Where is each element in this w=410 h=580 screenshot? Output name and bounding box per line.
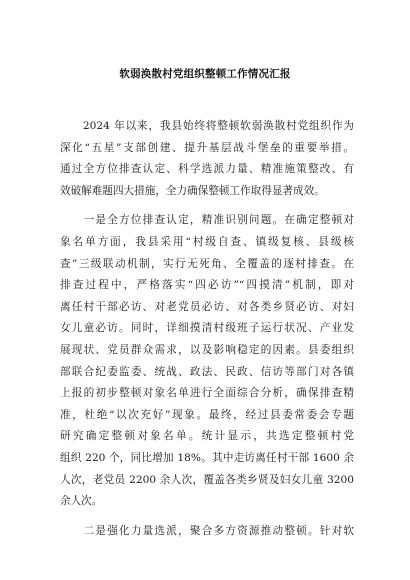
text-line: 排查过程中，严格落实“四必访”“四摸清”机制，即对 [60,279,354,292]
paragraph-spacer [60,513,354,521]
text-line: 人次，老党员 2200 余人次，覆盖各类乡贤及妇女儿童 3200 [60,473,354,486]
paragraph-spacer [60,202,354,210]
document-body [60,116,354,542]
text-line: 上报的初步整顿对象名单进行全面综合分析，确保排查精 [60,387,354,400]
paragraph-1 [60,116,354,202]
text-line: 研究确定整顿对象名单。统计显示，共选定整顿村党 [60,430,354,443]
text-line: 深化“五星”支部创建、提升基层战斗堡垒的重要举措。 [60,141,354,154]
text-line: 组织 220 个，同比增加 18%。其中走访离任村干部 1600 余 [60,451,354,464]
paragraph-3 [60,521,354,543]
text-line: 2024 年以来，我县始终将整顿软弱涣散村党组织作为 [60,120,354,132]
document-title: 软弱涣散村党组织整顿工作情况汇报 [119,68,291,80]
text-line: 通过全方位排查认定、科学选派力量、精准施策整改、有 [60,163,354,176]
text-line: 象名单方面，我县采用“村级自查、镇级复核、县级核 [60,235,354,248]
text-line: 效破解难题四大措施，全力确保整顿工作取得显著成效。 [60,184,325,197]
text-line: 展现状、党员群众需求，以及影响稳定的因素。县委组织 [60,343,354,356]
text-line: 查”三级联动机制，实行无死角、全覆盖的逐村排查。在 [60,257,354,270]
text-line: 二是强化力量选派，聚合多方资源推动整顿。针对软 [60,524,354,537]
text-line: 余人次。 [60,495,103,508]
text-line: 部联合纪委监委、统战、政法、民政、信访等部门对各镇 [60,365,354,378]
paragraph-2 [60,210,354,512]
text-line: 一是全方位排查认定，精准识别问题。在确定整顿对 [60,214,354,227]
text-line: 女儿童必访。同时，详细摸清村级班子运行状况、产业发 [60,322,354,335]
text-line: 离任村干部必访、对老党员必访、对各类乡贤必访、对妇 [60,300,354,313]
text-line: 准，杜绝“以次充好”现象。最终，经过县委常委会专题 [60,408,354,421]
